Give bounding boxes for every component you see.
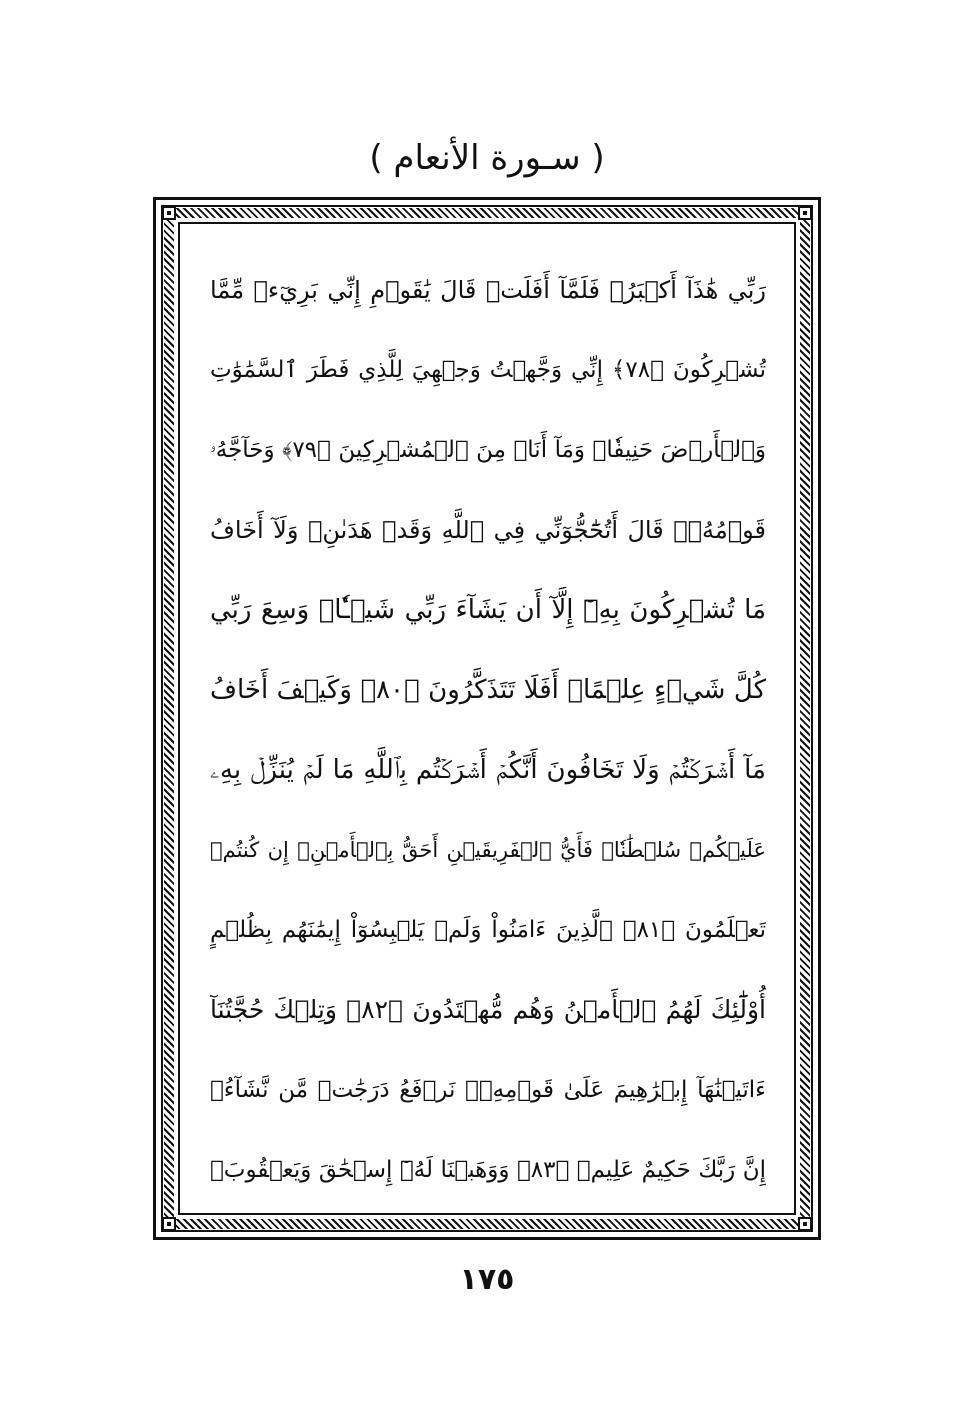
corner-ornament-icon — [798, 1217, 812, 1231]
corner-ornament-icon — [162, 206, 176, 220]
verse-line: أُوْلَٰٓئِكَ لَهُمُ ٱلۡأَمۡنُ وَهُم مُّهۡتَدُونَ ﴿٨٢﴾ وَتِلۡكَ حُجَّتُنَآ — [210, 995, 766, 1024]
verse-line: مَا تُشۡرِكُونَ بِهِۦٓ إِلَّآ أَن يَشَآءَ رَبِّي شَيۡـٔٗاۗ وَسِعَ رَبِّي — [210, 595, 766, 625]
verse-line: كُلَّ شَيۡءٍ عِلۡمًاۚ أَفَلَا تَتَذَكَّرُونَ ﴿٨٠﴾ وَكَيۡفَ أَخَافُ — [210, 675, 766, 705]
verse-text-block — [210, 250, 766, 1210]
verse-line: ءَاتَيۡنَٰهَآ إِبۡرَٰهِيمَ عَلَىٰ قَوۡمِهِۦۚ نَرۡفَعُ دَرَجَٰتٖ مَّن نَّشَآءُۗ — [210, 1077, 766, 1103]
verse-line: رَبِّي هَٰذَآ أَكۡبَرُۖ فَلَمَّآ أَفَلَتۡ قَالَ يَٰقَوۡمِ إِنِّي بَرِيٓءٞ مِّمَّا — [210, 276, 766, 304]
verse-line: إِنَّ رَبَّكَ حَكِيمٌ عَلِيمٞ ﴿٨٣﴾ وَوَهَبۡنَا لَهُۥٓ إِسۡحَٰقَ وَيَعۡقُوبَۚ — [210, 1157, 766, 1183]
verse-line: قَوۡمُهُۥۚ قَالَ أَتُحَٰٓجُّوٓنِّي فِي ٱللَّهِ وَقَدۡ هَدَىٰنِۚ وَلَآ أَخَافُ — [210, 516, 766, 544]
verse-line: مَآ أَشۡرَكۡتُمۡ وَلَا تَخَافُونَ أَنَّكُمۡ أَشۡرَكۡتُم بِٱللَّهِ مَا لَمۡ يُنَزِّلۡ بِهِۦ — [210, 755, 766, 785]
verse-line: عَلَيۡكُمۡ سُلۡطَٰنٗاۚ فَأَيُّ ٱلۡفَرِيقَيۡنِ أَحَقُّ بِٱلۡأَمۡنِۖ إِن كُنتُمۡ — [210, 838, 766, 862]
verse-line: تَعۡلَمُونَ ﴿٨١﴾ ٱلَّذِينَ ءَامَنُواْ وَلَمۡ يَلۡبِسُوٓاْ إِيمَٰنَهُم بِظُلۡمٍ — [210, 917, 766, 943]
verse-line: وَٱلۡأَرۡضَ حَنِيفٗاۖ وَمَآ أَنَا۠ مِنَ ٱلۡمُشۡرِكِينَ ﴿٧٩﴾ وَحَآجَّهُۥ — [210, 437, 766, 463]
page-number: ١٧٥ — [459, 1262, 515, 1297]
surah-title: ( سـورة الأنعام ) — [369, 138, 605, 178]
verse-line: تُشۡرِكُونَ ﴿٧٨﴾ إِنِّي وَجَّهۡتُ وَجۡهِيَ لِلَّذِي فَطَرَ ٱلسَّمَٰوَٰتِ — [210, 357, 766, 383]
corner-ornament-icon — [162, 1217, 176, 1231]
corner-ornament-icon — [798, 206, 812, 220]
